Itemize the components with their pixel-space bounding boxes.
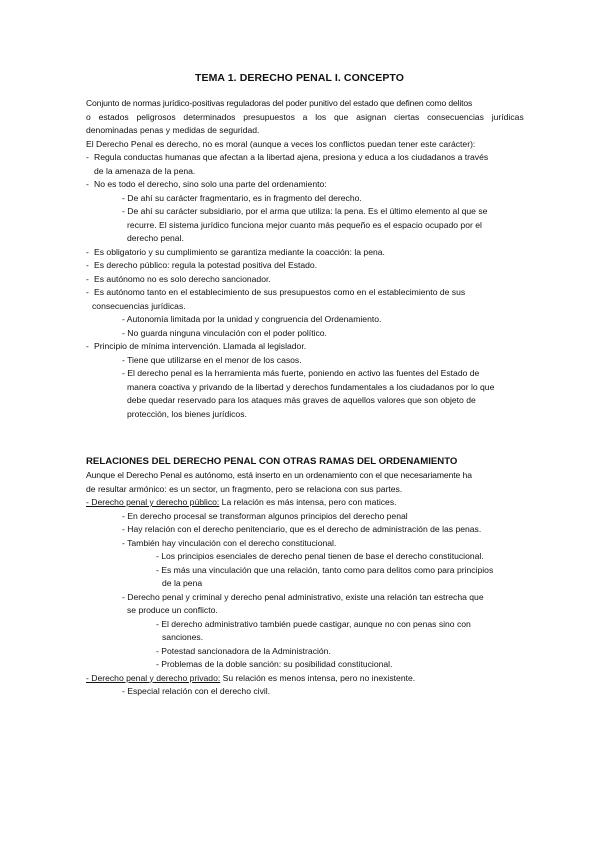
relation-item xyxy=(86,672,518,686)
section-heading: RELACIONES DEL DERECHO PENAL CON OTRAS RAMAS DEL ORDENAMIENTO xyxy=(86,456,458,467)
sub-sub-item xyxy=(86,618,518,645)
list-item-text: Es derecho público: regula la potestad positiva del Estado. xyxy=(94,260,318,270)
sub-item-line: manera coactiva y privando de la libertad y derechos fundamentales a los ciudadanos por lo que xyxy=(127,381,495,392)
list-item-text: Es autónomo tanto en el establecimiento de sus presupuestos como en el establecimiento de sus xyxy=(94,287,466,297)
sub-item: - En derecho procesal se transforman algunos principios del derecho penal xyxy=(122,510,408,521)
list-item-text: Regula conductas humanas que afectan a la libertad ajena, presiona y educa a los ciudadanos a través xyxy=(94,152,489,162)
list-item-text: consecuencias jurídicas. xyxy=(92,300,186,311)
sub-item-line: protección, los bienes jurídicos. xyxy=(127,408,247,419)
sub-sub-item-line: - Es más una vinculación que una relación, tanto como para delitos como para principios xyxy=(156,564,494,575)
list-item: - Es derecho público: regula la potestad positiva del Estado. xyxy=(86,260,318,270)
intro-line: El Derecho Penal es derecho, no es moral (aunque a veces los conflictos puedan tener este carácter): xyxy=(86,138,476,149)
relation-label: - Derecho penal y derecho público: xyxy=(86,497,220,507)
sub-item: - Tiene que utilizarse en el menor de los casos. xyxy=(122,354,302,365)
list-item: - Principio de mínima intervención. Llamada al legislador. xyxy=(86,341,307,351)
sub-item-line: - De ahí su carácter subsidiario, por el arma que utiliza: la pena. Es el último elemento al que se xyxy=(122,206,488,216)
sub-sub-item: - Los principios esenciales de derecho penal tienen de base el derecho constitucional. xyxy=(156,551,484,561)
relation-text: Su relación es menos intensa, pero no inexistente. xyxy=(220,672,416,683)
sub-item-line: - Derecho penal y criminal y derecho penal administrativo, existe una relación tan estrecha que xyxy=(122,591,484,602)
sub-sub-item: - Potestad sancionadora de la Administración. xyxy=(156,645,331,656)
list-item-text: de la amenaza de la pena. xyxy=(94,165,196,176)
list-item-text: No es todo el derecho, sino solo una parte del ordenamiento: xyxy=(94,179,327,189)
intro-line: denominadas penas y medidas de seguridad. xyxy=(86,125,260,135)
sub-item: - Hay relación con el derecho penitenciario, que es el derecho de administración de las penas. xyxy=(122,524,482,534)
sub-item-line: derecho penal. xyxy=(127,233,184,243)
sub-sub-item-line: - El derecho administrativo también puede castigar, aunque no con penas sino con xyxy=(156,618,471,629)
relations-intro-line: de resultar armónico: es un sector, un fragmento, pero se relaciona con sus partes. xyxy=(86,483,403,494)
list-item: - Es autónomo no es solo derecho sancionador. xyxy=(86,273,271,284)
sub-sub-item: - Problemas de la doble sanción: su posibilidad constitucional. xyxy=(156,659,393,669)
sub-item: - No guarda ninguna vinculación con el poder político. xyxy=(122,327,327,338)
sub-item-line: recurre. El sistema jurídico funciona mejor cuanto más pequeño es el espacio ocupado por el xyxy=(127,219,482,230)
sub-item-line: debe quedar reservado para los ataques más graves de aquellos valores que son objeto de xyxy=(127,395,476,405)
sub-item xyxy=(86,591,518,618)
sub-item-line: - El derecho penal es la herramienta más fuerte, poniendo en activo las fuentes del Estado de xyxy=(122,368,480,378)
sub-sub-item xyxy=(86,564,518,591)
section-concept xyxy=(86,97,524,421)
sub-item xyxy=(86,367,518,421)
intro-line: Conjunto de normas jurídico-positivas reguladoras del poder punitivo del estado que definen como delitos xyxy=(86,98,473,108)
relation-label: - Derecho penal y derecho privado: xyxy=(86,672,221,683)
sub-sub-item-line: de la pena xyxy=(162,578,203,588)
list-item-text: Principio de mínima intervención. Llamada al legislador. xyxy=(94,341,307,351)
relation-item xyxy=(86,496,518,510)
document-title: TEMA 1. DERECHO PENAL I. CONCEPTO xyxy=(194,72,405,84)
sub-sub-item-line: sanciones. xyxy=(162,632,204,642)
section-relations xyxy=(86,469,518,699)
list-item-text: Es autónomo no es solo derecho sancionador. xyxy=(94,273,271,284)
list-item: - Es obligatorio y su cumplimiento se garantiza mediante la coacción: la pena. xyxy=(86,246,385,257)
sub-item-line: se produce un conflicto. xyxy=(127,605,218,615)
intro-paragraph xyxy=(86,97,524,151)
relations-intro-line: Aunque el Derecho Penal es autónomo, está inserto en un ordenamiento con el que necesariamente ha xyxy=(86,470,472,480)
relation-text: La relación es más intensa, pero con matices. xyxy=(219,497,397,507)
sub-item xyxy=(86,205,518,246)
list-item: - Regula conductas humanas que afectan a la libertad ajena, presiona y educa a los ciudadanos a través de la amenaza de la pena. xyxy=(86,151,518,178)
sub-item: - Especial relación con el derecho civil. xyxy=(122,686,271,696)
list-item: - No es todo el derecho, sino solo una parte del ordenamiento: xyxy=(86,179,327,189)
sub-item: - También hay vinculación con el derecho constitucional. xyxy=(122,537,337,548)
list-item: - Es autónomo tanto en el establecimiento de sus presupuestos como en el establecimiento de sus consecuencias jurídicas. xyxy=(86,286,518,313)
list-item-text: Es obligatorio y su cumplimiento se garantiza mediante la coacción: la pena. xyxy=(94,246,385,257)
sub-item: - De ahí su carácter fragmentario, es in fragmento del derecho. xyxy=(122,192,362,203)
sub-item: - Autonomía limitada por la unidad y congruencia del Ordenamiento. xyxy=(122,314,382,324)
intro-line: o estados peligrosos determinados presupuestos a los que asignan ciertas consecuencias jurídicas xyxy=(86,111,524,122)
